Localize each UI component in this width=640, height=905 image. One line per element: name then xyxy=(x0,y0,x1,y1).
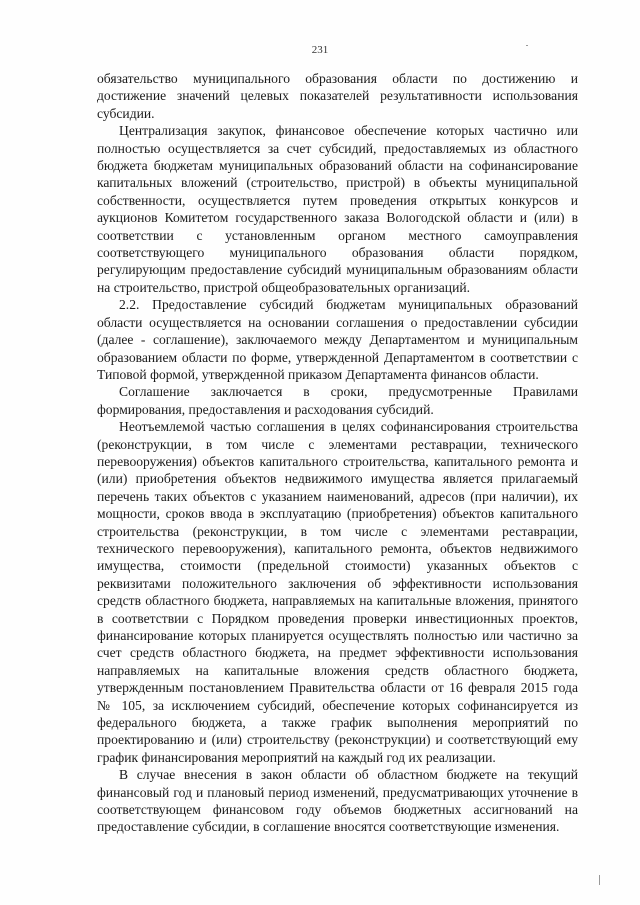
paragraph-continuation: обязательство муниципального образования области по достижению и достижение значений целевых показателей результативности использования субсидии. xyxy=(97,71,578,121)
paragraph-section-2-2: 2.2. Предоставление субсидий бюджетам муниципальных образований области осуществляется на основании соглашения о предоставлении субсидии (далее - соглашение), заключаемого между Департаментом и муниципальным образованием области по форме, утвержденной Департаментом в соответствии с Типовой формой, утвержденной приказом Департамента финансов области. xyxy=(97,297,578,382)
paragraph-budget-amendments: В случае внесения в закон области об областном бюджете на текущий финансовый год и плановый период изменений, предусматривающих уточнение в соответствующем финансовом году объемов бюджетных ассигнований на предоставление субсидии, в соглашение вносятся соответствующие изменения. xyxy=(97,767,578,835)
scan-speck xyxy=(526,45,528,46)
paragraph-agreement-annex: Неотъемлемой частью соглашения в целях софинансирования строительства (реконструкции, в том числе с элементами реставрации, технического перевооружения) объектов капитального строительства, капитального ремонта и (или) приобретения объектов недвижимого имущества является прилагаемый перечень таких объектов с указанием наименований, адресов (при наличии), их мощности, сроков ввода в эксплуатацию (приобретения) объектов капитального строительства (реконструкции, в том числе с элементами реставрации, технического перевооружения), капитального ремонта, объектов недвижимого имущества, стоимости (предельной стоимости) указанных объектов с реквизитами положительного заключения об эффективности использования средств областного бюджета, направляемых на капитальные вложения, принятого в соответствии с Порядком проведения проверки инвестиционных проектов, финансирование которых планируется осуществлять полностью или частично за счет средств областного бюджета, на предмет эффективности использования направляемых на капитальные вложения средств областного бюджета, утвержденным постановлением Правительства области от 16 февраля 2015 года № 105, за исключением субсидий, обеспечение которых софинансируется из федерального бюджета, а также график выполнения мероприятий по проектированию и (или) строительству (реконструкции) и соответствующий ему график финансирования мероприятий на каждый год их реализации. xyxy=(97,419,578,765)
page-number: 231 xyxy=(311,44,329,56)
scan-speck xyxy=(599,875,600,885)
paragraph-agreement-terms: Соглашение заключается в сроки, предусмотренные Правилами формирования, предоставления и расходования субсидий. xyxy=(97,384,578,417)
document-body xyxy=(97,70,578,836)
paragraph-procurement-centralization: Централизация закупок, финансовое обеспечение которых частично или полностью осуществляется за счет субсидий, предоставляемых из областного бюджета бюджетам муниципальных образований области на софинансирование капитальных вложений (строительство, пристрой) в объекты муниципальной собственности, осуществляется путем проведения открытых конкурсов и аукционов Комитетом государственного заказа Вологодской области и (или) в соответствии с установленным органом местного самоуправления соответствующего муниципального образования области порядком, регулирующим предоставление субсидий муниципальным образованиям области на строительство, пристрой общеобразовательных организаций. xyxy=(97,123,578,295)
